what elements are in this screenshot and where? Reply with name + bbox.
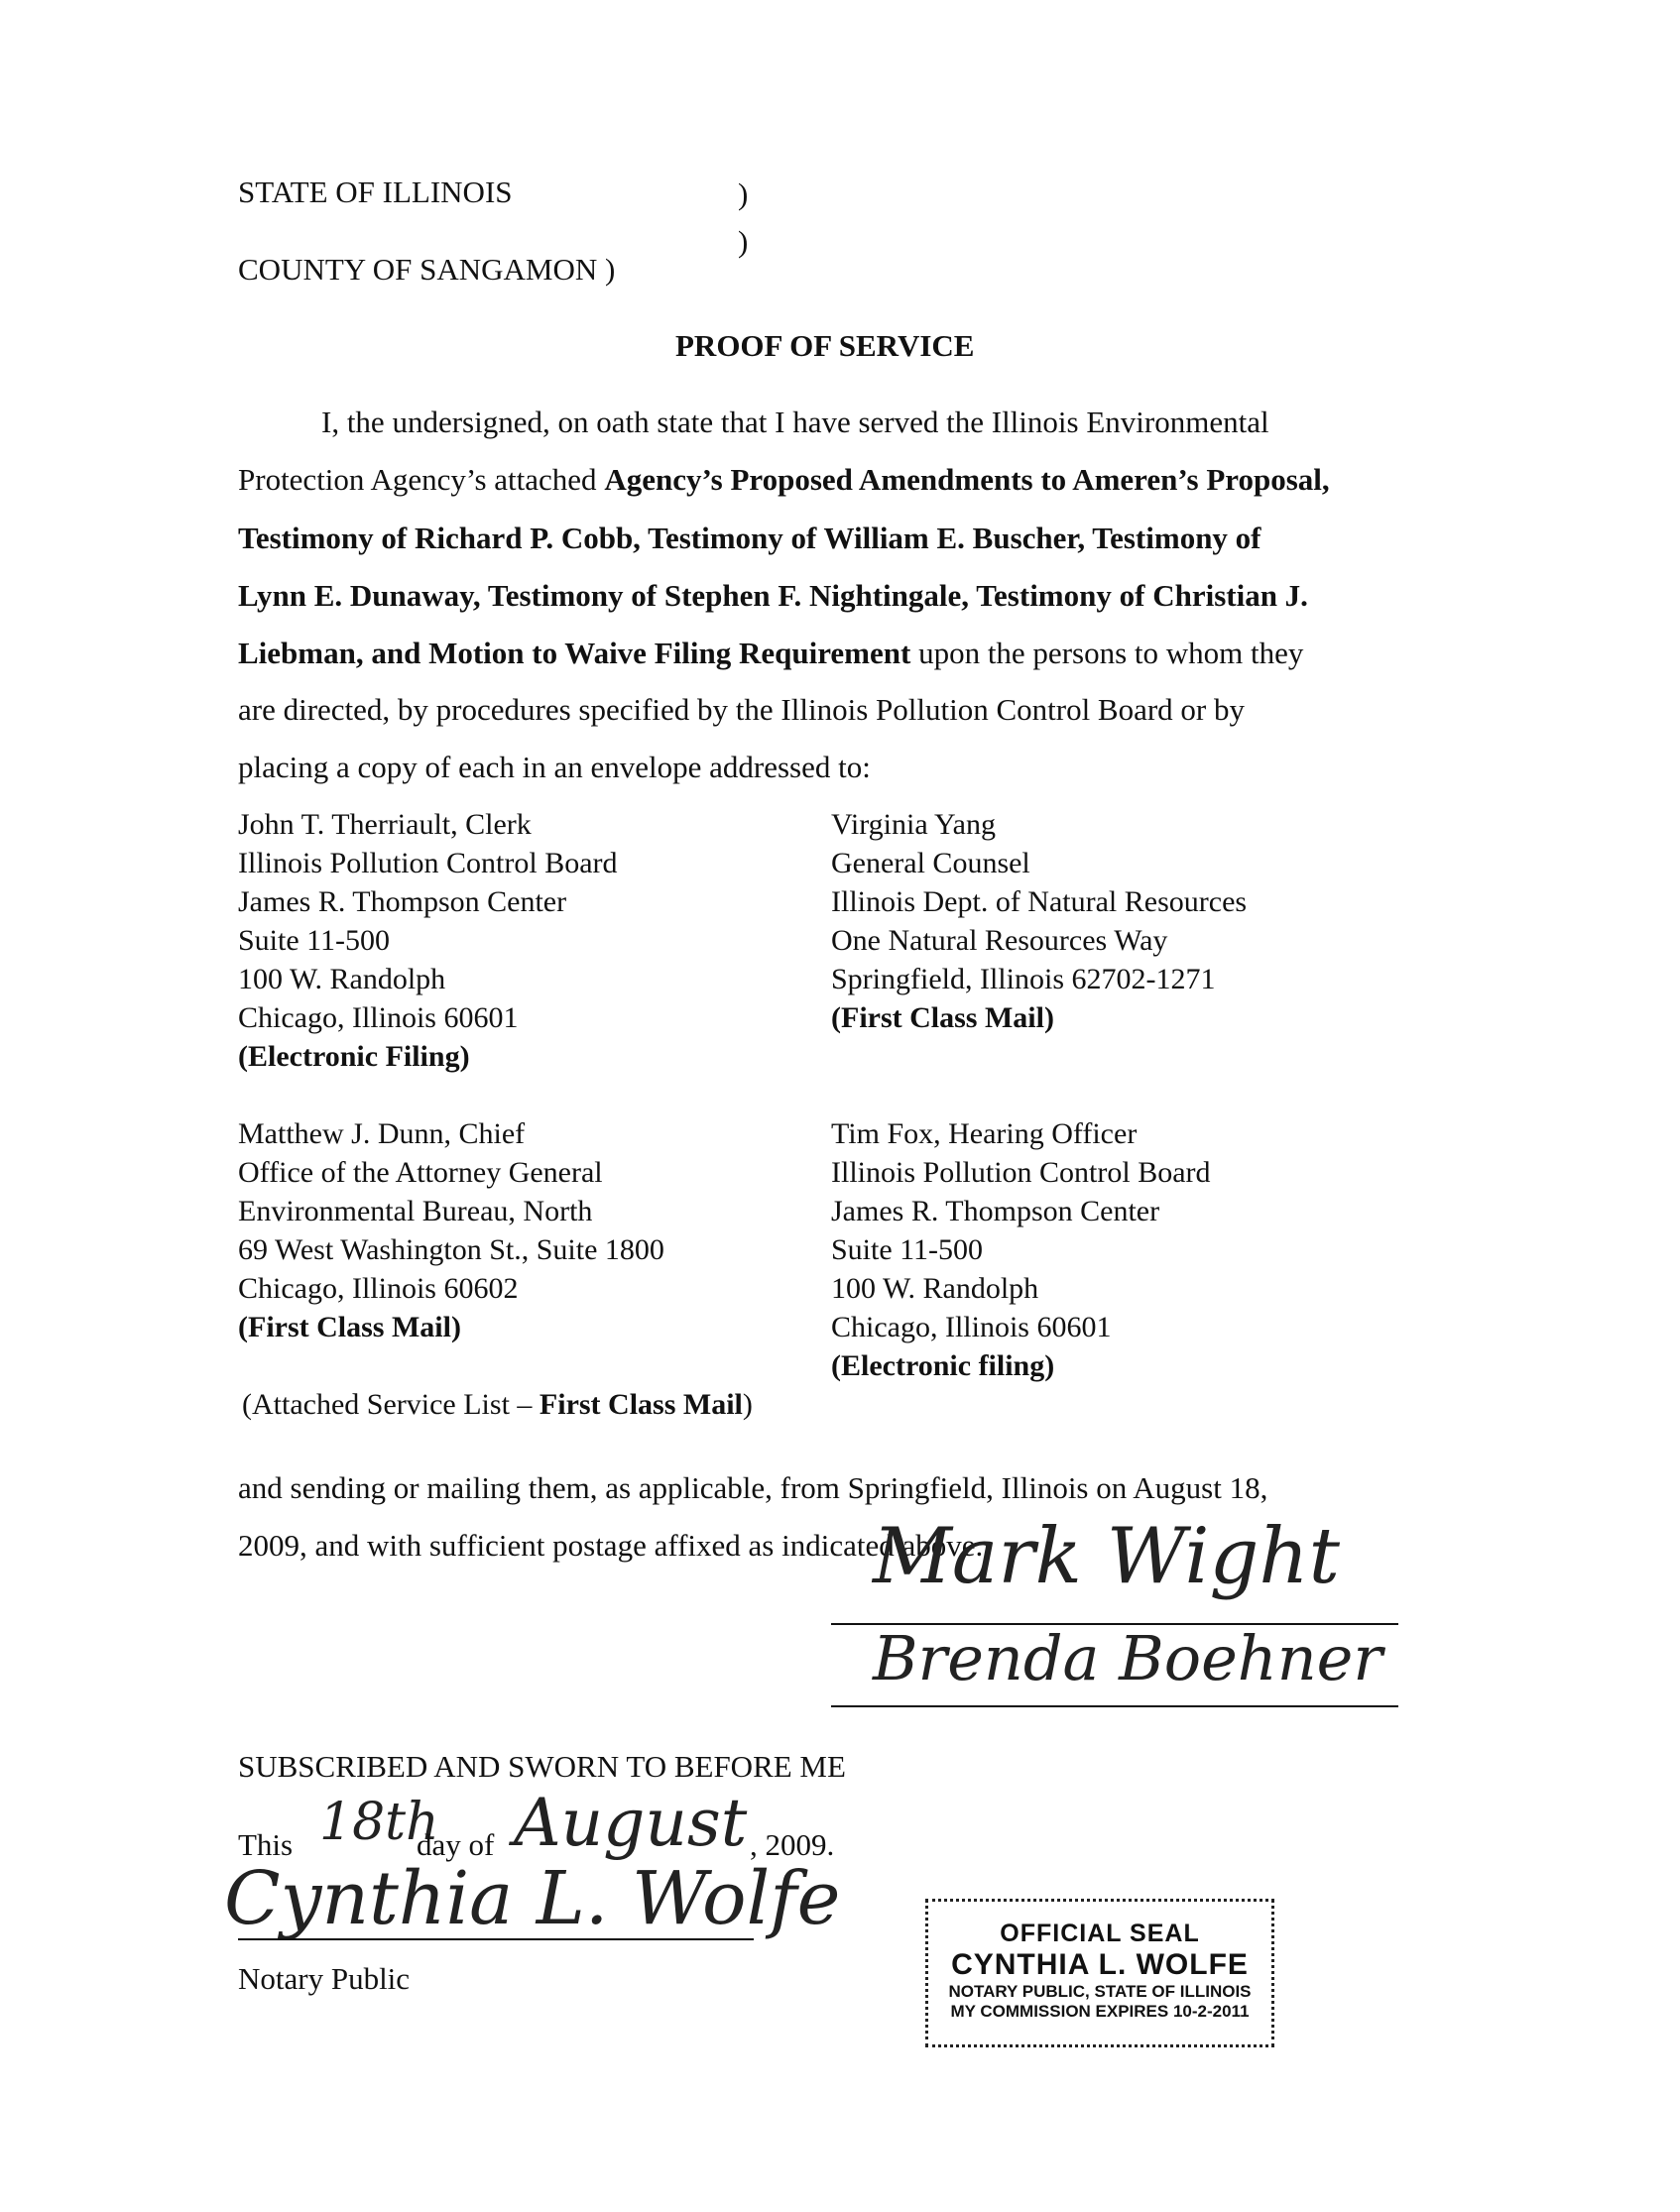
body-text: Protection Agency’s attached [238,462,605,497]
recipient-clerk [238,805,618,1076]
recipient-dnr [831,805,1247,1037]
caption-state: STATE OF ILLINOIS [238,175,513,209]
address-line: 69 West Washington St., Suite 1800 [238,1233,664,1266]
official-seal-stamp [925,1899,1274,2047]
address-line: Chicago, Illinois 60601 [831,1311,1112,1343]
address-line: Illinois Pollution Control Board [831,1156,1211,1189]
document-title-bold: Liebman, and Motion to Waive Filing Requirement [238,636,911,670]
body-line-2 [238,464,1330,495]
recipient-attorney-general [238,1114,664,1346]
caption-paren-2: ) [738,224,749,259]
body-line-3: Testimony of Richard P. Cobb, Testimony of William E. Buscher, Testimony of [238,521,1261,555]
seal-line-4: MY COMMISSION EXPIRES 10-2-2011 [950,2002,1250,2021]
body-line-6: are directed, by procedures specified by the Illinois Pollution Control Board or by [238,692,1246,727]
caption-paren-1: ) [738,176,749,211]
address-line: Chicago, Illinois 60602 [238,1272,519,1305]
body-text: upon the persons to whom they [910,636,1304,670]
address-line: Tim Fox, Hearing Officer [831,1117,1138,1150]
address-line: Chicago, Illinois 60601 [238,1001,519,1034]
notary-signature: Cynthia L. Wolfe [224,1856,841,1941]
address-line: John T. Therriault, Clerk [238,808,532,841]
delivery-method: (Electronic filing) [831,1349,1055,1382]
body-line-7: placing a copy of each in an envelope addressed to: [238,750,871,784]
service-list-note [242,1390,753,1420]
address-line: James R. Thompson Center [238,885,567,918]
service-list-suffix: ) [742,1388,753,1421]
seal-line-3: NOTARY PUBLIC, STATE OF ILLINOIS [948,1982,1252,2001]
address-line: 100 W. Randolph [831,1272,1039,1305]
notary-month: August [514,1785,748,1861]
signature-brenda-boehner: Brenda Boehner [873,1622,1382,1694]
body-line-4: Lynn E. Dunaway, Testimony of Stephen F. Nightingale, Testimony of Christian J. [238,578,1308,613]
service-list-prefix: (Attached Service List – [242,1388,540,1421]
address-line: General Counsel [831,847,1030,879]
recipient-hearing-officer [831,1114,1211,1385]
service-list-method: First Class Mail [539,1388,743,1421]
signature-line-2 [831,1705,1398,1707]
seal-line-1: OFFICIAL SEAL [1000,1920,1200,1947]
notary-day: 18th [319,1793,439,1852]
delivery-method: (First Class Mail) [831,1001,1054,1034]
address-line: Springfield, Illinois 62702-1271 [831,963,1216,995]
notary-this: This [238,1827,294,1862]
caption-county: COUNTY OF SANGAMON ) [238,252,616,287]
address-line: 100 W. Randolph [238,963,446,995]
notary-year: , 2009. [750,1827,835,1862]
notary-day-of: day of [417,1827,495,1862]
notary-public-label: Notary Public [238,1961,411,1996]
address-line: Illinois Dept. of Natural Resources [831,885,1248,918]
body-line-1: I, the undersigned, on oath state that I have served the Illinois Environmental [321,405,1269,439]
closing-line-2: 2009, and with sufficient postage affixed as indicated above. [238,1528,984,1563]
address-line: James R. Thompson Center [831,1195,1160,1227]
address-line: Virginia Yang [831,808,996,841]
subscribed-heading: SUBSCRIBED AND SWORN TO BEFORE ME [238,1749,846,1784]
document-title: PROOF OF SERVICE [675,328,975,363]
body-line-5 [238,638,1303,668]
closing-line-1: and sending or mailing them, as applicable, from Springfield, Illinois on August 18, [238,1470,1268,1505]
seal-line-2: CYNTHIA L. WOLFE [951,1948,1249,1981]
address-line: Office of the Attorney General [238,1156,603,1189]
address-line: One Natural Resources Way [831,924,1168,957]
delivery-method: (Electronic Filing) [238,1040,470,1073]
address-line: Matthew J. Dunn, Chief [238,1117,526,1150]
address-line: Environmental Bureau, North [238,1195,593,1227]
signature-mark-wight: Mark Wight [873,1512,1340,1601]
address-line: Suite 11-500 [831,1233,984,1266]
address-line: Suite 11-500 [238,924,391,957]
document-title-bold: Agency’s Proposed Amendments to Ameren’s Proposal, [604,462,1330,497]
address-line: Illinois Pollution Control Board [238,847,618,879]
delivery-method: (First Class Mail) [238,1311,461,1343]
notary-signature-line [238,1938,754,1940]
